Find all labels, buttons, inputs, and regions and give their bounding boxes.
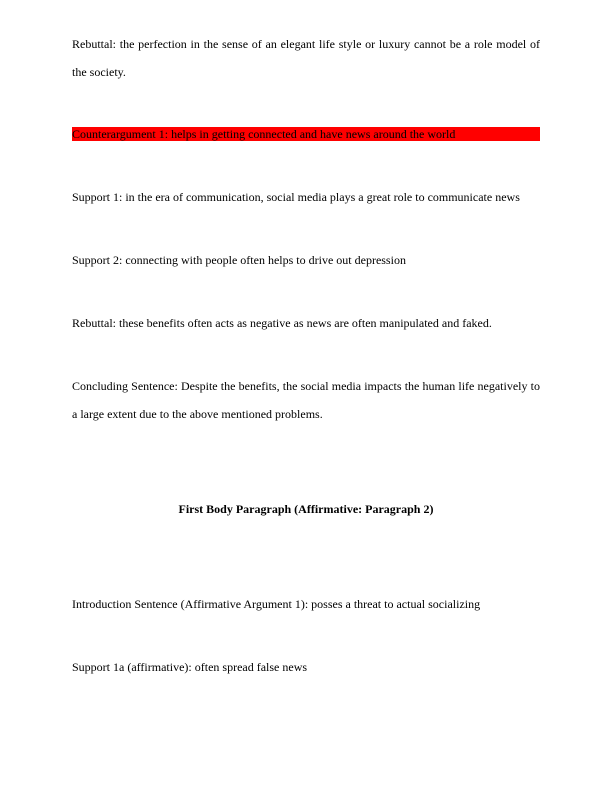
concluding-sentence-paragraph: Concluding Sentence: Despite the benefits, the social media impacts the human life negatively to a large extent due to the above mentioned problems. (72, 379, 540, 421)
rebuttal-paragraph-2: Rebuttal: these benefits often acts as negative as news are often manipulated and faked. (72, 316, 492, 330)
introduction-sentence-paragraph: Introduction Sentence (Affirmative Argument 1): posses a threat to actual socializing (72, 597, 481, 611)
counterargument-paragraph (72, 127, 540, 144)
highlighted-counterargument-text: Counterargument 1: helps in getting connected and have news around the world (72, 127, 540, 141)
support-paragraph-1: Support 1: in the era of communication, social media plays a great role to communicate news (72, 190, 520, 204)
support-paragraph-1a: Support 1a (affirmative): often spread false news (72, 660, 308, 674)
section-heading: First Body Paragraph (Affirmative: Paragraph 2) (178, 502, 434, 516)
support-paragraph-2: Support 2: connecting with people often helps to drive out depression (72, 253, 406, 267)
rebuttal-paragraph-1: Rebuttal: the perfection in the sense of an elegant life style or luxury cannot be a role model of the society. (72, 37, 540, 79)
